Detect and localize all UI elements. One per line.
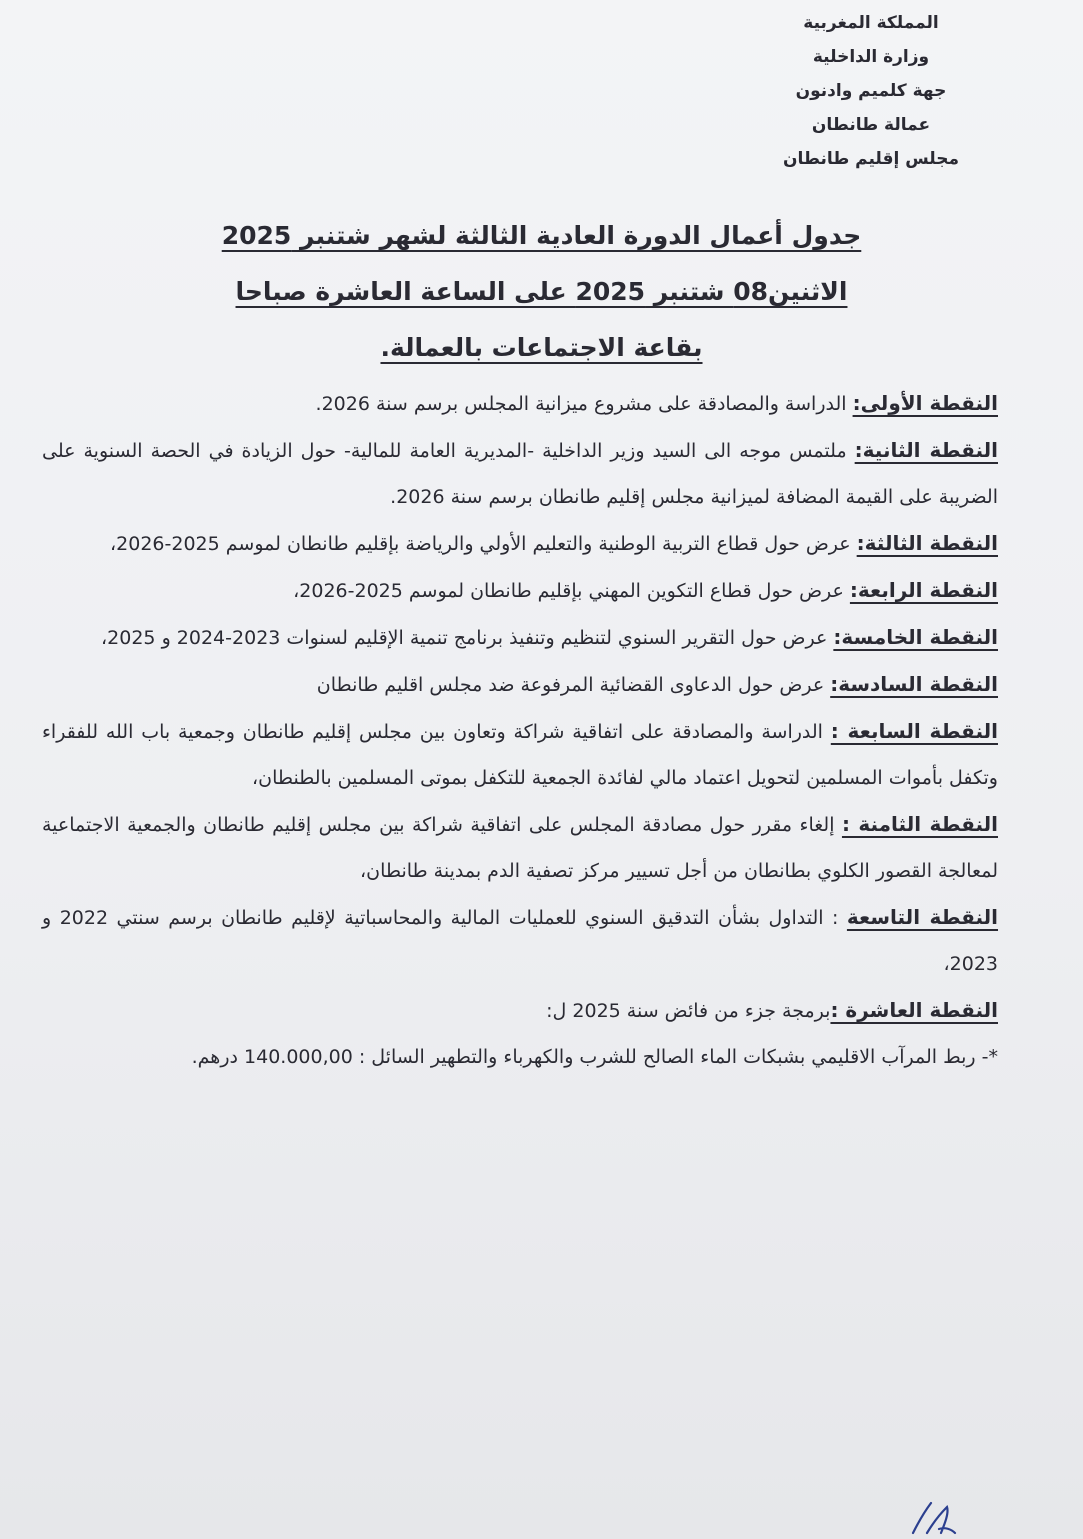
agenda-item-text: الدراسة والمصادقة على اتفاقية شراكة وتعاون بين مجلس إقليم طانطان وجمعية باب الله للفقراء وتكفل بأموات المسلمين لتحويل اعتماد مالي لفائدة الجمعية للتكفل بموتى المسلمين بالطنطان، (42, 721, 998, 789)
agenda-item-label: النقطة الرابعة: (849, 578, 998, 602)
agenda-item-label: النقطة السادسة: (830, 672, 998, 696)
signature-mark (905, 1499, 965, 1535)
agenda-item-label: النقطة الثانية: (854, 438, 998, 462)
title-venue: بقاعة الاجتماعات بالعمالة. (380, 333, 703, 362)
agenda-item (42, 380, 998, 427)
agenda-item (42, 894, 998, 987)
agenda-item-text: عرض حول التقرير السنوي لتنظيم وتنفيذ برنامج تنمية الإقليم لسنوات 2023-2024 و 2025، (101, 627, 834, 649)
title-session: جدول أعمال الدورة العادية الثالثة لشهر شتنبر 2025 (221, 221, 862, 250)
agenda-item-label: النقطة الأولى: (852, 391, 998, 415)
agenda-item-text: الدراسة والمصادقة على مشروع ميزانية المجلس برسم سنة 2026. (315, 393, 853, 415)
agenda-sub-item: *- ربط المرآب الاقليمي بشبكات الماء الصالح للشرب والكهرباء والتطهير السائل : 140.000,00 درهم. (191, 1046, 998, 1068)
agenda-item-label: النقطة السابعة : (830, 719, 998, 743)
agenda-item-label: النقطة الثامنة : (841, 812, 998, 836)
agenda-item-text: ملتمس موجه الى السيد وزير الداخلية -المديرية العامة للمالية- حول الزيادة في الحصة السنوية على الضريبة على القيمة المضافة لميزانية مجلس إقليم طانطان برسم سنة 2026. (42, 440, 998, 508)
agenda-item (42, 427, 998, 520)
agenda-item-label: النقطة الثالثة: (856, 531, 998, 555)
agenda-item-text: عرض حول قطاع التربية الوطنية والتعليم الأولي والرياضة بإقليم طانطان لموسم 2025-2026، (110, 533, 857, 555)
letterhead-region: جهة كلميم وادنون (795, 81, 947, 101)
agenda-item (42, 708, 998, 801)
letterhead (771, 6, 971, 176)
agenda-item (42, 801, 998, 894)
letterhead-council: مجلس إقليم طانطان (783, 149, 959, 169)
agenda-item-text: برمجة جزء من فائض سنة 2025 ل: (546, 1000, 831, 1022)
agenda-item-text: عرض حول الدعاوى القضائية المرفوعة ضد مجلس اقليم طانطان (316, 674, 831, 696)
agenda-item (42, 520, 998, 567)
title-date-time: الاثنين08 شتنبر 2025 على الساعة العاشرة صباحا (235, 277, 848, 306)
letterhead-kingdom: المملكة المغربية (803, 13, 939, 33)
agenda-item (42, 614, 998, 661)
agenda-item-text: عرض حول قطاع التكوين المهني بإقليم طانطان لموسم 2025-2026، (293, 580, 850, 602)
agenda-item-text: : التداول بشأن التدقيق السنوي للعمليات المالية والمحاسباتية لإقليم طانطان برسم سنتي 2022 و 2023، (42, 907, 998, 975)
agenda-item-text: إلغاء مقرر حول مصادقة المجلس على اتفاقية شراكة بين مجلس إقليم طانطان والجمعية الاجتماعية لمعالجة القصور الكلوي بطانطان من أجل تسيير مركز تصفية الدم بمدينة طانطان، (42, 814, 998, 882)
agenda-list (42, 380, 998, 1080)
agenda-item (42, 661, 998, 708)
document-title (0, 208, 1083, 376)
letterhead-prefecture: عمالة طانطان (811, 115, 931, 135)
agenda-item-label: النقطة التاسعة (846, 905, 999, 929)
agenda-item-label: النقطة العاشرة : (830, 998, 998, 1022)
letterhead-ministry: وزارة الداخلية (812, 47, 930, 67)
agenda-item (42, 987, 998, 1034)
agenda-item-label: النقطة الخامسة: (833, 625, 998, 649)
agenda-item (42, 567, 998, 614)
